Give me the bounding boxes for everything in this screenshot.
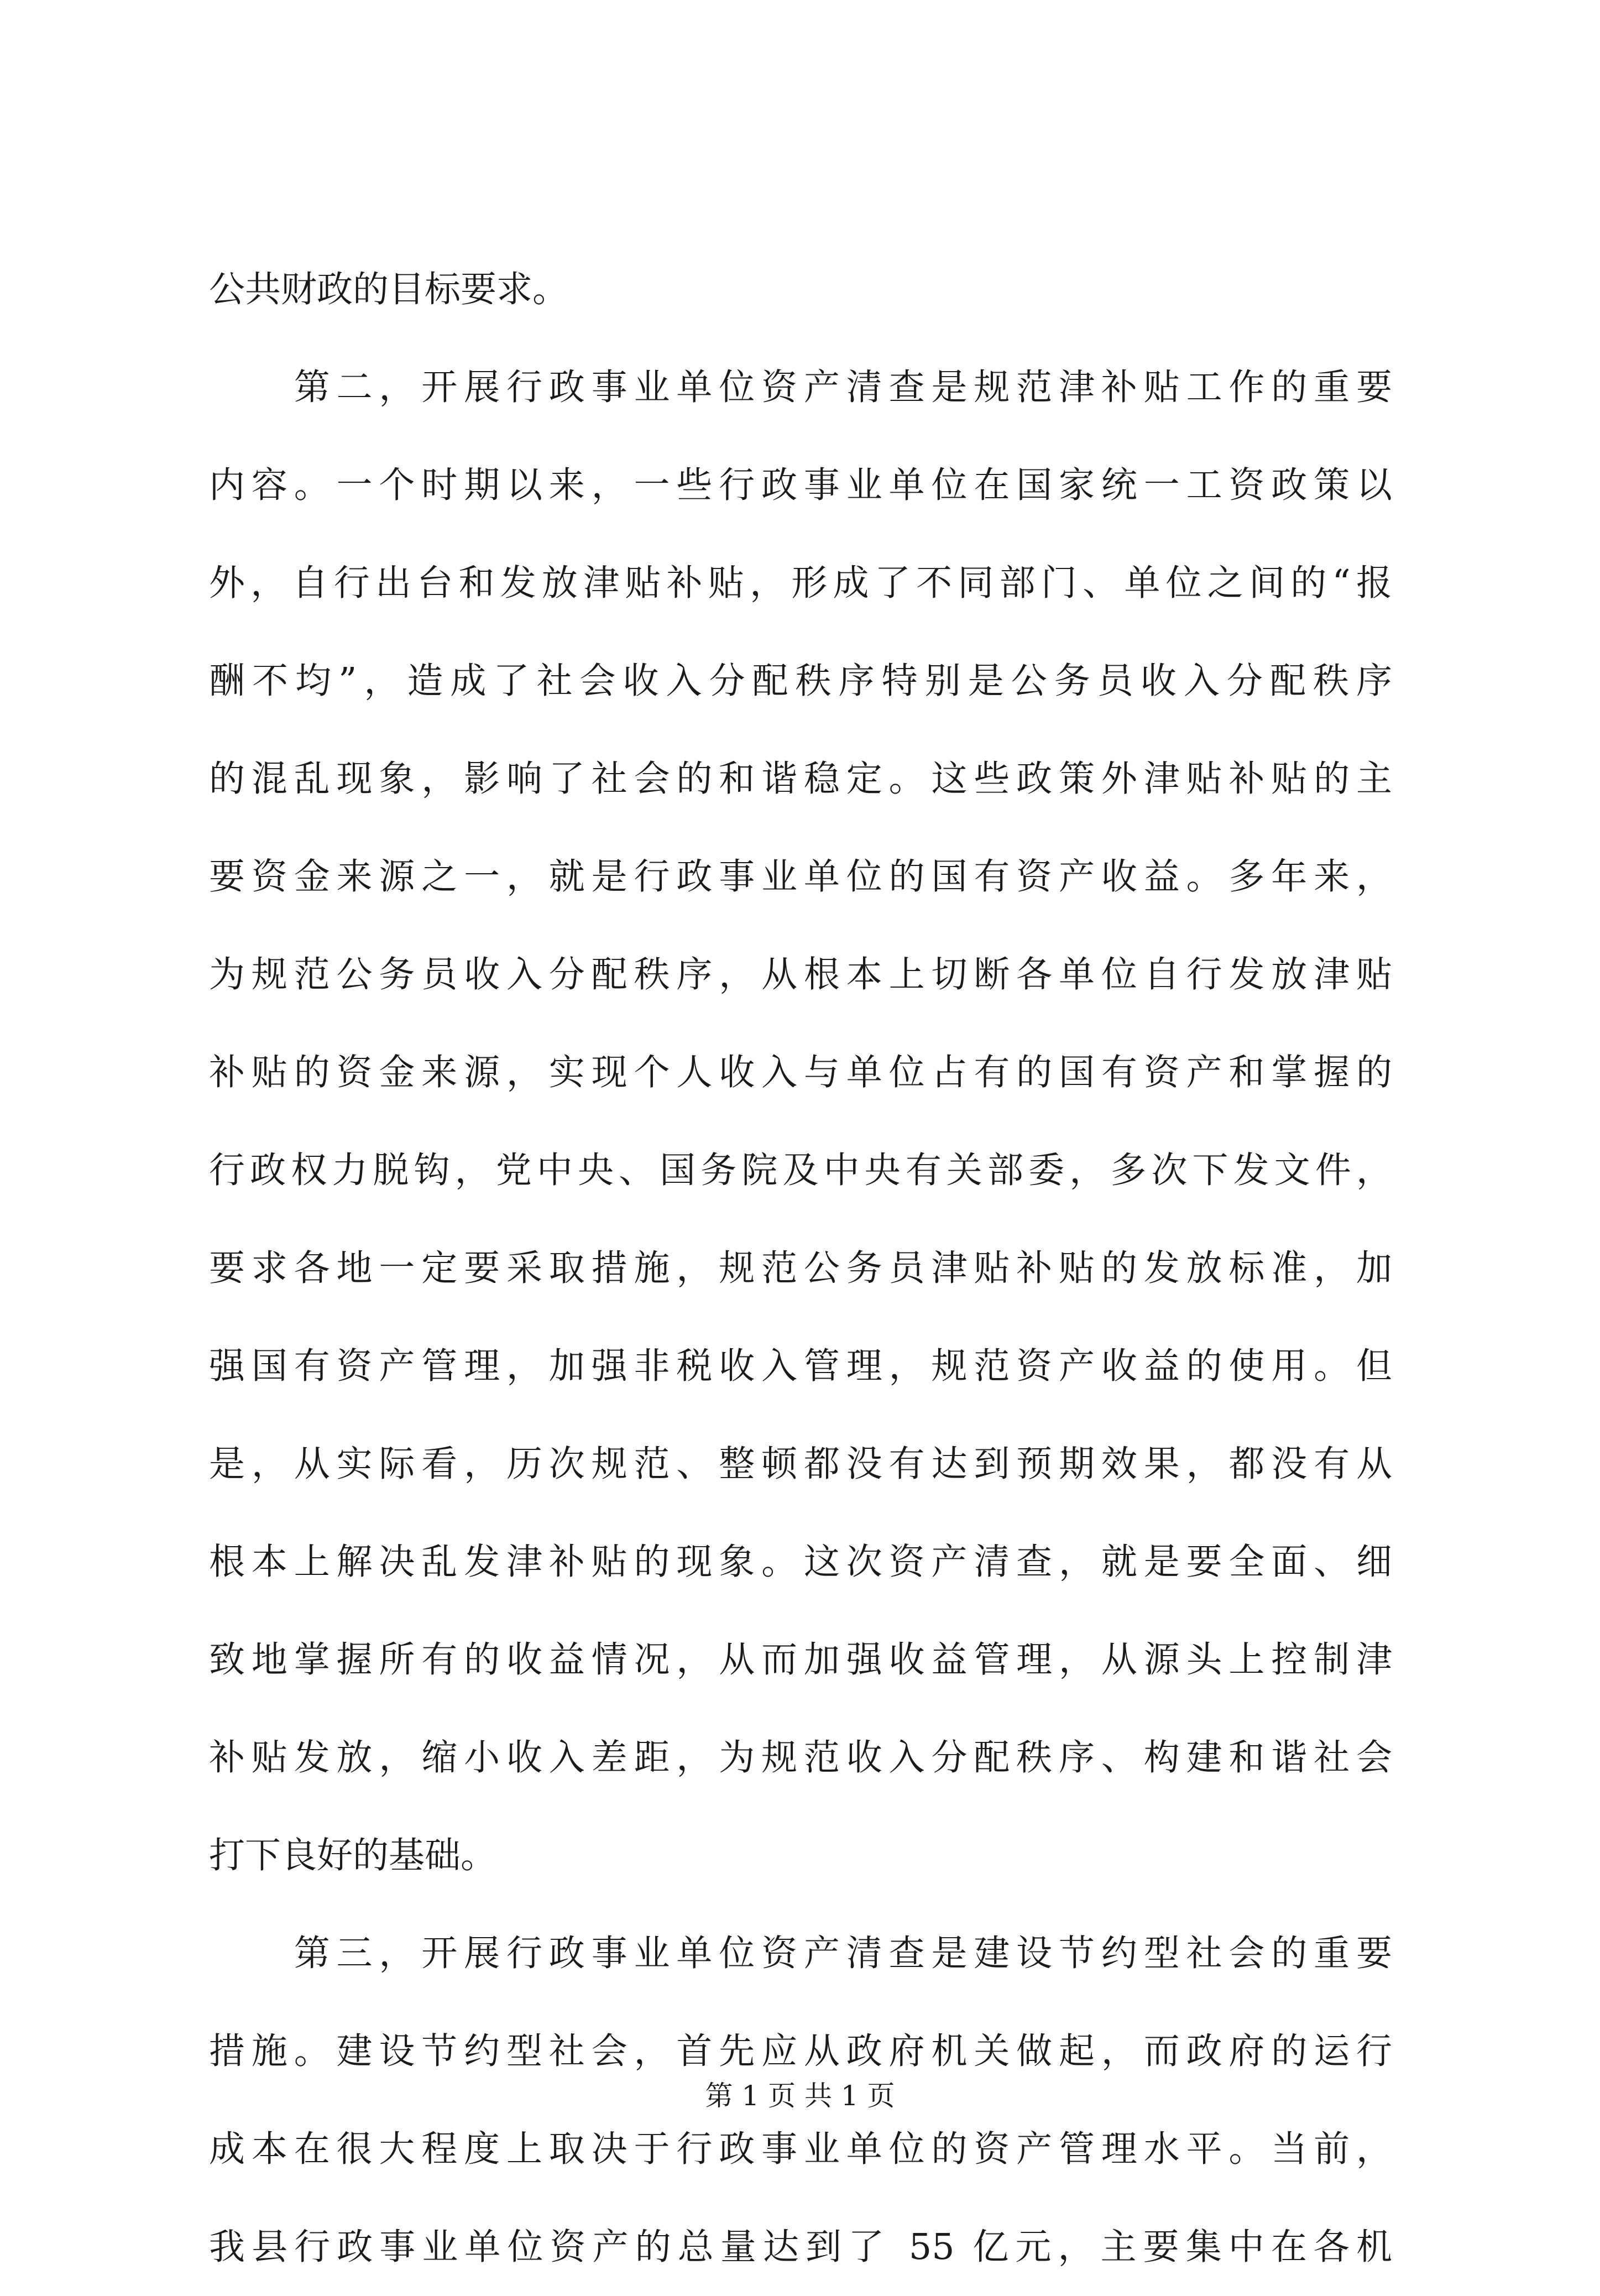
text-line: 外，自行出台和发放津贴补贴，形成了不同部门、单位之间的“报 (209, 562, 1392, 604)
text-line: 酬不均”，造成了社会收入分配秩序特别是公务员收入分配秩序 (209, 660, 1392, 702)
text-line: 补贴发放，缩小收入差距，为规范收入分配秩序、构建和谐社会 (209, 1737, 1392, 1778)
text-line: 成本在很大程度上取决于行政事业单位的资产管理水平。当前， (209, 2128, 1392, 2170)
text-line: 内容。一个时期以来，一些行政事业单位在国家统一工资政策以 (209, 465, 1392, 506)
document-body (209, 241, 1392, 2296)
text-line: 根本上解决乱发津补贴的现象。这次资产清查，就是要全面、细 (209, 1541, 1392, 1583)
text-line: 行政权力脱钩，党中央、国务院及中央有关部委，多次下发文件， (209, 1150, 1392, 1191)
text-line: 我县行政事业单位资产的总量达到了 55 亿元，主要集中在各机 (209, 2226, 1392, 2268)
text-line: 第二，开展行政事业单位资产清查是规范津补贴工作的重要 (209, 367, 1392, 408)
text-line: 为规范公务员收入分配秩序，从根本上切断各单位自行发放津贴 (209, 954, 1392, 995)
text-line: 致地掌握所有的收益情况，从而加强收益管理，从源头上控制津 (209, 1639, 1392, 1681)
text-line: 打下良好的基础。 (209, 1835, 497, 1876)
text-line: 要资金来源之一，就是行政事业单位的国有资产收益。多年来， (209, 856, 1392, 897)
text-line: 是，从实际看，历次规范、整顿都没有达到预期效果，都没有从 (209, 1443, 1392, 1485)
text-line: 第三，开展行政事业单位资产清查是建设节约型社会的重要 (209, 1933, 1392, 1974)
text-line: 强国有资产管理，加强非税收入管理，规范资产收益的使用。但 (209, 1345, 1392, 1387)
text-line: 措施。建设节约型社会，首先应从政府机关做起，而政府的运行 (209, 2031, 1392, 2072)
text-line: 的混乱现象，影响了社会的和谐稳定。这些政策外津贴补贴的主 (209, 758, 1392, 800)
page-footer: 第 1 页 共 1 页 (705, 2080, 895, 2112)
text-line: 公共财政的目标要求。 (209, 269, 569, 310)
text-line: 要求各地一定要采取措施，规范公务员津贴补贴的发放标准，加 (209, 1248, 1392, 1289)
text-line: 补贴的资金来源，实现个人收入与单位占有的国有资产和掌握的 (209, 1052, 1392, 1093)
